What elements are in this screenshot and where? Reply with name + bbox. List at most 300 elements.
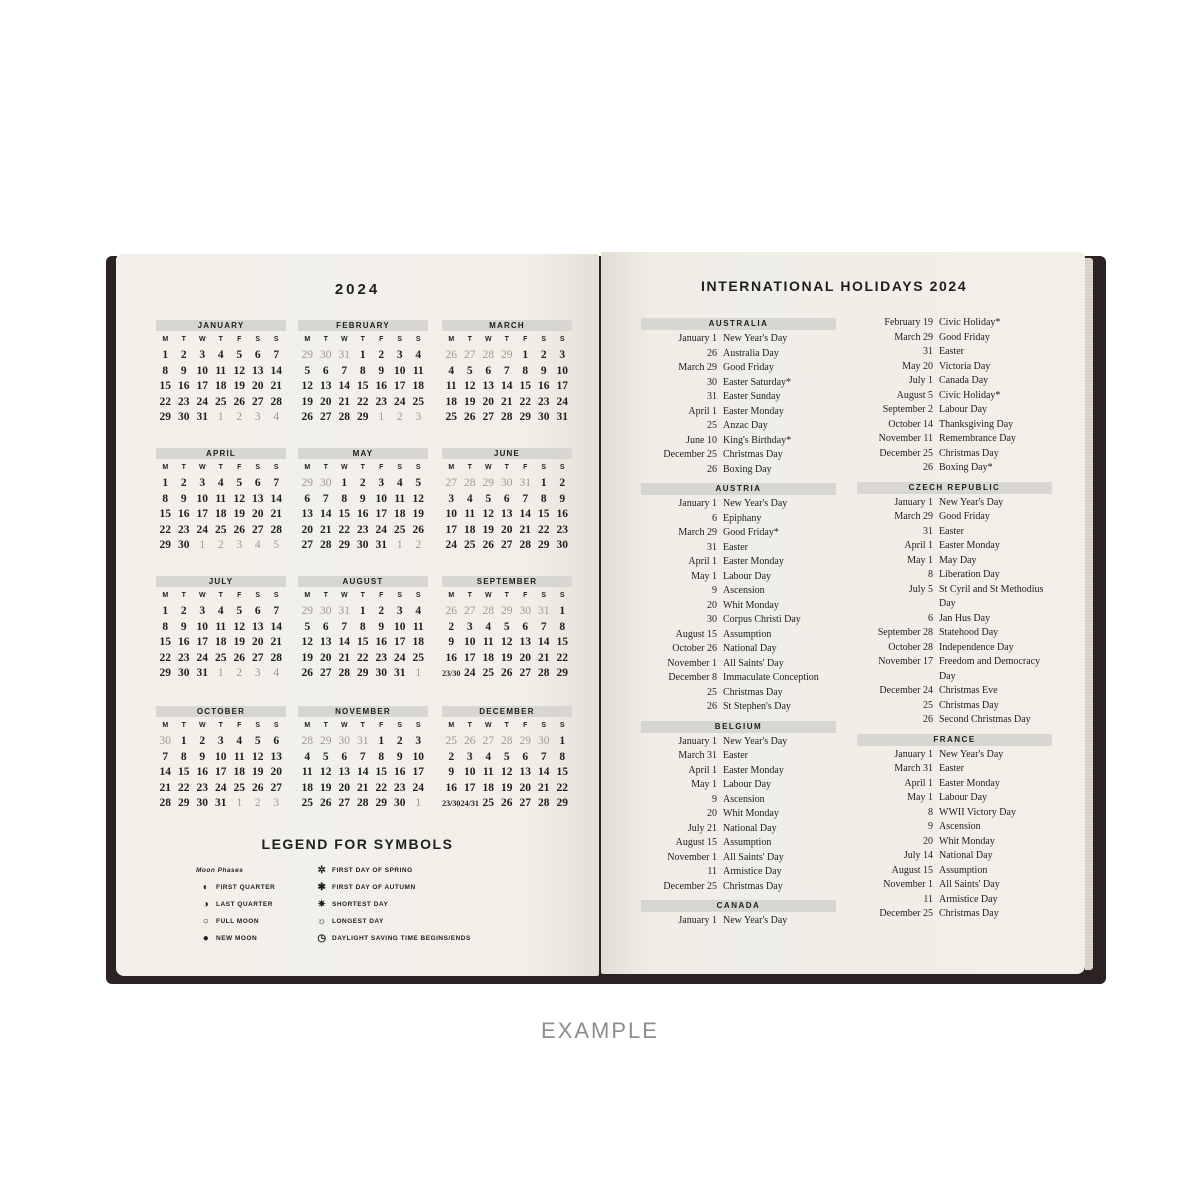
day-cell: 1 (162, 605, 169, 617)
week-row (156, 410, 286, 426)
day-cell: 5 (503, 620, 510, 633)
legend-symbol-icon: ☼ (317, 916, 327, 927)
holiday-date: January 1 (678, 498, 717, 509)
day-cell: 9 (540, 364, 547, 377)
day-cell: 1 (236, 797, 243, 809)
holiday-date: 26 (923, 714, 933, 725)
day-cell: 2 (540, 349, 547, 361)
holiday-date: March 29 (678, 527, 717, 538)
week-row (156, 796, 286, 812)
holiday-name: Christmas Day (939, 447, 999, 459)
day-cell: 1 (359, 349, 366, 361)
day-cell: 3 (559, 349, 566, 361)
week-row (442, 507, 572, 523)
day-cell: 19 (301, 395, 313, 408)
holiday-date: 11 (707, 866, 717, 877)
day-cell: 22 (159, 651, 171, 664)
day-cell: 1 (199, 539, 206, 551)
day-cell: 8 (559, 750, 566, 763)
day-cell: 13 (252, 492, 264, 505)
week-row (156, 765, 286, 781)
day-cell: 5 (236, 605, 243, 617)
holiday-date: 6 (712, 512, 717, 524)
day-cell: 18 (464, 523, 476, 536)
week-row (156, 507, 286, 523)
holiday-name: Boxing Day (723, 463, 772, 475)
day-cell: 18 (233, 766, 245, 778)
day-cell: 3 (217, 735, 224, 747)
day-cell: 8 (180, 750, 187, 763)
holiday-name: Epiphany (723, 512, 762, 524)
day-cell: 12 (233, 364, 245, 377)
day-cell: 1 (359, 605, 366, 617)
holiday-name: Australia Day (723, 347, 779, 359)
holiday-date: July 14 (903, 850, 933, 861)
day-cell: 31 (357, 735, 369, 747)
day-cell: 30 (178, 411, 190, 423)
holiday-row (857, 432, 1052, 447)
holiday-date: January 1 (678, 333, 717, 344)
holiday-date: 31 (923, 525, 933, 537)
holiday-name: Easter (723, 750, 748, 761)
holiday-name: Easter Monday (939, 777, 1000, 789)
month-january (156, 320, 286, 426)
day-cell: 14 (270, 620, 282, 633)
day-cell: 4 (273, 667, 280, 679)
holiday-name: Labour Day (939, 404, 988, 415)
week-row (442, 348, 572, 364)
day-cell: 19 (233, 508, 245, 520)
day-cell: 16 (556, 508, 568, 520)
day-cell: 7 (322, 492, 329, 505)
day-cell: 3 (396, 349, 403, 361)
day-cell: 26 (252, 781, 264, 794)
day-cell: 8 (359, 620, 366, 633)
day-cell: 31 (538, 605, 550, 617)
month-name: JANUARY (156, 320, 286, 331)
day-cell: 14 (270, 364, 282, 377)
day-cell: 17 (394, 636, 406, 648)
day-cell: 11 (394, 492, 406, 505)
day-cell: 22 (519, 395, 531, 408)
legend-label: LONGEST DAY (332, 918, 384, 925)
holiday-name: National Day (723, 643, 777, 654)
holiday-date: 30 (707, 614, 717, 625)
holiday-date: October 14 (888, 418, 933, 430)
weekday-header: M T W T F S S (304, 722, 421, 729)
week-row (298, 635, 428, 651)
holiday-name: Anzac Day (723, 420, 768, 431)
day-cell: 17 (445, 523, 457, 536)
day-cell: 30 (159, 735, 171, 747)
day-cell: 21 (538, 781, 550, 794)
holiday-name: St Cyril and St Methodius Day (939, 583, 1044, 609)
day-cell: 21 (357, 781, 369, 794)
day-cell: 20 (482, 395, 494, 408)
day-cell: 14 (538, 766, 550, 778)
holiday-name: Jan Hus Day (939, 612, 991, 624)
day-cell: 7 (540, 620, 547, 633)
day-cell: 15 (357, 380, 369, 392)
holiday-date: March 31 (678, 750, 717, 761)
holiday-name: Whit Monday (939, 835, 995, 847)
holiday-row (857, 835, 1052, 850)
day-cell: 29 (482, 477, 494, 489)
page-edge (1085, 258, 1093, 970)
day-cell: 2 (396, 411, 403, 423)
day-cell: 1 (396, 539, 403, 551)
day-cell: 11 (482, 636, 494, 648)
day-cell: 20 (252, 636, 264, 648)
day-cell: 16 (538, 380, 550, 392)
weekday-header: M T W T F S S (162, 592, 279, 599)
holiday-name: Christmas Day (939, 699, 999, 711)
weekday-header: M T W T F S S (448, 336, 565, 343)
day-cell: 25 (464, 539, 476, 551)
holiday-date: February 19 (884, 317, 933, 328)
holiday-row (641, 613, 836, 628)
holiday-name: Ascension (723, 585, 765, 596)
holiday-name: Liberation Day (939, 569, 1000, 580)
day-cell: 20 (301, 523, 313, 536)
day-cell: 30 (538, 411, 550, 423)
day-cell: 6 (322, 620, 329, 633)
day-cell: 12 (464, 380, 476, 392)
day-cell: 14 (159, 766, 171, 778)
holiday-date: 8 (928, 569, 933, 580)
day-cell: 30 (338, 735, 350, 747)
month-name: OCTOBER (156, 706, 286, 717)
day-cell: 19 (320, 781, 332, 794)
day-cell: 1 (180, 735, 187, 747)
country-name: FRANCE (857, 734, 1052, 746)
holiday-name: Easter Saturday* (723, 376, 792, 388)
day-cell: 21 (270, 636, 282, 648)
weekday-header: M T W T F S S (304, 592, 421, 599)
holiday-row (857, 568, 1052, 583)
day-cell: 8 (162, 364, 169, 377)
day-cell: 16 (196, 766, 208, 778)
day-cell: 4 (304, 750, 311, 763)
day-cell: 27 (501, 539, 513, 551)
day-cell: 26 (233, 651, 245, 664)
day-cell: 20 (501, 523, 513, 536)
day-cell: 10 (196, 620, 208, 633)
day-cell: 31 (394, 667, 406, 679)
holiday-row (857, 345, 1052, 360)
holiday-date: 9 (712, 585, 717, 596)
legend-item (196, 913, 275, 930)
holiday-date: 20 (707, 599, 717, 611)
day-cell: 5 (273, 539, 280, 551)
day-cell: 6 (304, 492, 311, 505)
day-cell: 24 (215, 781, 227, 794)
day-cell: 22 (178, 781, 190, 794)
day-cell: 1 (162, 349, 169, 361)
day-cell: 24 (394, 651, 406, 664)
week-row (442, 620, 572, 636)
holiday-row (857, 316, 1052, 331)
holiday-row (641, 700, 836, 715)
day-cell: 29 (357, 411, 369, 423)
day-cell: 15 (159, 380, 171, 392)
legend-moon-phases (196, 862, 275, 947)
holiday-name: New Year's Day (939, 496, 1004, 508)
day-cell: 3 (378, 477, 385, 489)
day-cell: 31 (338, 605, 350, 617)
day-cell: 28 (538, 667, 550, 679)
week-row (156, 379, 286, 395)
week-row (442, 395, 572, 411)
day-cell: 28 (338, 667, 350, 679)
holiday-row (641, 914, 836, 929)
day-cell: 6 (254, 605, 261, 617)
holiday-date: 6 (928, 612, 933, 624)
day-cell: 24 (196, 523, 208, 536)
holiday-name: Easter Sunday (723, 391, 781, 402)
holiday-name: Remembrance Day (939, 433, 1016, 444)
day-cell: 26 (501, 797, 513, 809)
day-cell: 16 (394, 766, 406, 778)
holiday-name: Christmas Day (939, 908, 999, 919)
holiday-row (857, 864, 1052, 879)
month-name: MAY (298, 448, 428, 459)
holiday-row (857, 626, 1052, 641)
day-cell: 19 (301, 651, 313, 664)
day-cell: 9 (559, 492, 566, 505)
holidays-title: INTERNATIONAL HOLIDAYS 2024 (701, 278, 968, 294)
day-cell: 31 (556, 411, 568, 423)
legend-symbol-icon: ✱ (317, 882, 327, 893)
day-cell: 6 (341, 750, 348, 763)
day-cell: 30 (538, 735, 550, 747)
day-cell: 31 (338, 349, 350, 361)
day-cell: 26 (412, 523, 424, 536)
holiday-name: Easter Monday (723, 556, 784, 567)
day-cell: 23 (538, 395, 550, 408)
day-cell: 21 (501, 395, 513, 408)
holiday-row (641, 749, 836, 764)
day-cell: 28 (501, 411, 513, 423)
country-name: CZECH REPUBLIC (857, 482, 1052, 494)
legend-label: NEW MOON (216, 935, 258, 942)
day-cell: 27 (519, 667, 531, 679)
legend-label: FIRST QUARTER (216, 884, 276, 891)
day-cell: 24 (556, 395, 568, 408)
holiday-name: All Saints' Day (723, 657, 784, 669)
day-cell: 8 (162, 492, 169, 505)
day-cell: 13 (301, 508, 313, 520)
month-june (442, 448, 572, 554)
week-row (442, 734, 572, 750)
holiday-name: All Saints' Day (939, 879, 1000, 890)
day-cell: 28 (519, 539, 531, 551)
day-cell: 16 (445, 651, 457, 664)
day-cell: 10 (394, 620, 406, 633)
holiday-date: April 1 (904, 777, 933, 789)
holiday-name: National Day (723, 822, 777, 834)
day-cell: 3 (273, 797, 280, 809)
day-cell: 19 (501, 651, 513, 664)
day-cell: 30 (320, 605, 332, 617)
holiday-name: Good Friday (723, 362, 774, 373)
holiday-date: 26 (707, 701, 717, 712)
holiday-date: 25 (923, 699, 933, 711)
holiday-date: October 26 (672, 643, 717, 654)
holiday-name: Easter Monday (723, 405, 784, 417)
day-cell: 2 (559, 477, 566, 489)
day-cell: 5 (236, 349, 243, 361)
holiday-row (641, 390, 836, 405)
country-block (641, 900, 836, 929)
year-title: 2024 (334, 281, 381, 298)
legend-label: DAYLIGHT SAVING TIME BEGINS/ENDS (332, 935, 471, 942)
month-november (298, 706, 428, 812)
holiday-row (641, 599, 836, 614)
holiday-date: 9 (712, 793, 717, 805)
day-cell: 30 (501, 477, 513, 489)
day-cell: 27 (482, 735, 494, 747)
day-cell: 8 (522, 364, 529, 377)
holiday-date: April 1 (904, 540, 933, 551)
holiday-name: Good Friday (939, 331, 990, 343)
day-cell: 15 (178, 766, 190, 778)
day-cell: 17 (464, 781, 476, 794)
holiday-row (641, 463, 836, 478)
holiday-date: August 15 (675, 628, 717, 640)
week-row (298, 348, 428, 364)
day-cell: 29 (519, 411, 531, 423)
holiday-date: September 28 (877, 627, 933, 638)
day-cell: 2 (180, 349, 187, 361)
holiday-row (641, 778, 836, 793)
day-cell: 4 (485, 620, 492, 633)
day-cell: 18 (215, 380, 227, 392)
holiday-row (641, 764, 836, 779)
day-cell: 3 (236, 539, 243, 551)
holiday-name: Easter (723, 541, 748, 553)
day-cell: 22 (357, 651, 369, 664)
day-cell: 6 (522, 620, 529, 633)
week-row (298, 476, 428, 492)
day-cell: 4 (273, 411, 280, 423)
week-row (442, 796, 572, 812)
day-cell: 2 (217, 539, 224, 551)
holiday-row (641, 347, 836, 362)
holiday-row (857, 907, 1052, 922)
day-cell: 15 (556, 766, 568, 778)
day-cell: 28 (538, 797, 550, 809)
day-cell: 9 (448, 766, 455, 778)
day-cell: 27 (252, 395, 264, 408)
day-cell: 10 (196, 492, 208, 505)
day-cell: 17 (412, 766, 424, 778)
holiday-date: September 2 (882, 404, 933, 415)
holiday-date: April 1 (688, 556, 717, 567)
week-row (298, 734, 428, 750)
month-name: SEPTEMBER (442, 576, 572, 587)
legend-symbol-icon: ● (202, 933, 210, 944)
day-cell: 13 (338, 766, 350, 778)
country-block (857, 316, 1052, 476)
holiday-date: August 5 (896, 389, 933, 401)
holiday-date: January 1 (678, 735, 717, 747)
day-cell: 4 (217, 349, 224, 361)
day-cell: 19 (252, 766, 264, 778)
day-cell: 3 (466, 620, 473, 633)
month-december (442, 706, 572, 812)
holiday-name: May Day (939, 554, 977, 566)
month-august (298, 576, 428, 682)
day-cell: 26 (301, 667, 313, 679)
legend-item (196, 930, 275, 947)
holiday-name: Civic Holiday* (939, 317, 1001, 328)
holiday-row (857, 791, 1052, 806)
day-cell: 7 (273, 477, 280, 489)
day-cell: 1 (162, 477, 169, 489)
week-row (298, 796, 428, 812)
day-cell: 8 (359, 364, 366, 377)
holiday-date: March 31 (894, 763, 933, 774)
week-row (156, 348, 286, 364)
day-cell: 7 (273, 349, 280, 361)
day-cell: 13 (519, 636, 531, 648)
day-cell: 23 (196, 781, 208, 794)
day-cell: 16 (357, 508, 369, 520)
day-cell: 22 (159, 395, 171, 408)
holiday-date: 31 (923, 346, 933, 357)
legend-item (312, 896, 471, 913)
day-cell: 9 (180, 364, 187, 377)
holiday-row (641, 836, 836, 851)
day-cell: 26 (445, 349, 457, 361)
day-cell: 30 (320, 349, 332, 361)
week-row (442, 666, 572, 682)
holiday-date: 9 (928, 821, 933, 832)
day-cell: 11 (301, 766, 313, 778)
day-cell: 1 (217, 667, 224, 679)
day-cell: 29 (357, 667, 369, 679)
day-cell: 29 (159, 667, 171, 679)
day-cell: 23 (375, 395, 387, 408)
day-cell: 28 (270, 523, 282, 536)
day-cell: 20 (320, 395, 332, 408)
day-cell: 20 (519, 651, 531, 664)
holiday-name: New Year's Day (723, 333, 788, 344)
day-cell: 15 (338, 508, 350, 520)
week-row (298, 666, 428, 682)
holiday-name: New Year's Day (723, 498, 788, 509)
legend-label: LAST QUARTER (216, 901, 273, 908)
month-july (156, 576, 286, 682)
day-cell: 15 (159, 636, 171, 648)
week-row (298, 750, 428, 766)
day-cell: 13 (320, 380, 332, 392)
week-row (442, 410, 572, 426)
day-cell: 28 (482, 349, 494, 361)
day-cell: 22 (375, 781, 387, 794)
day-cell: 23/30 (442, 669, 461, 678)
holiday-date: December 25 (663, 880, 717, 892)
weekday-header: M T W T F S S (162, 722, 279, 729)
legend-symbol-icon: ✷ (317, 899, 327, 910)
week-row (156, 492, 286, 508)
day-cell: 5 (466, 364, 473, 377)
holiday-date: 25 (707, 686, 717, 698)
day-cell: 5 (322, 750, 329, 763)
right-page (601, 252, 1085, 974)
holiday-name: New Year's Day (939, 748, 1004, 760)
